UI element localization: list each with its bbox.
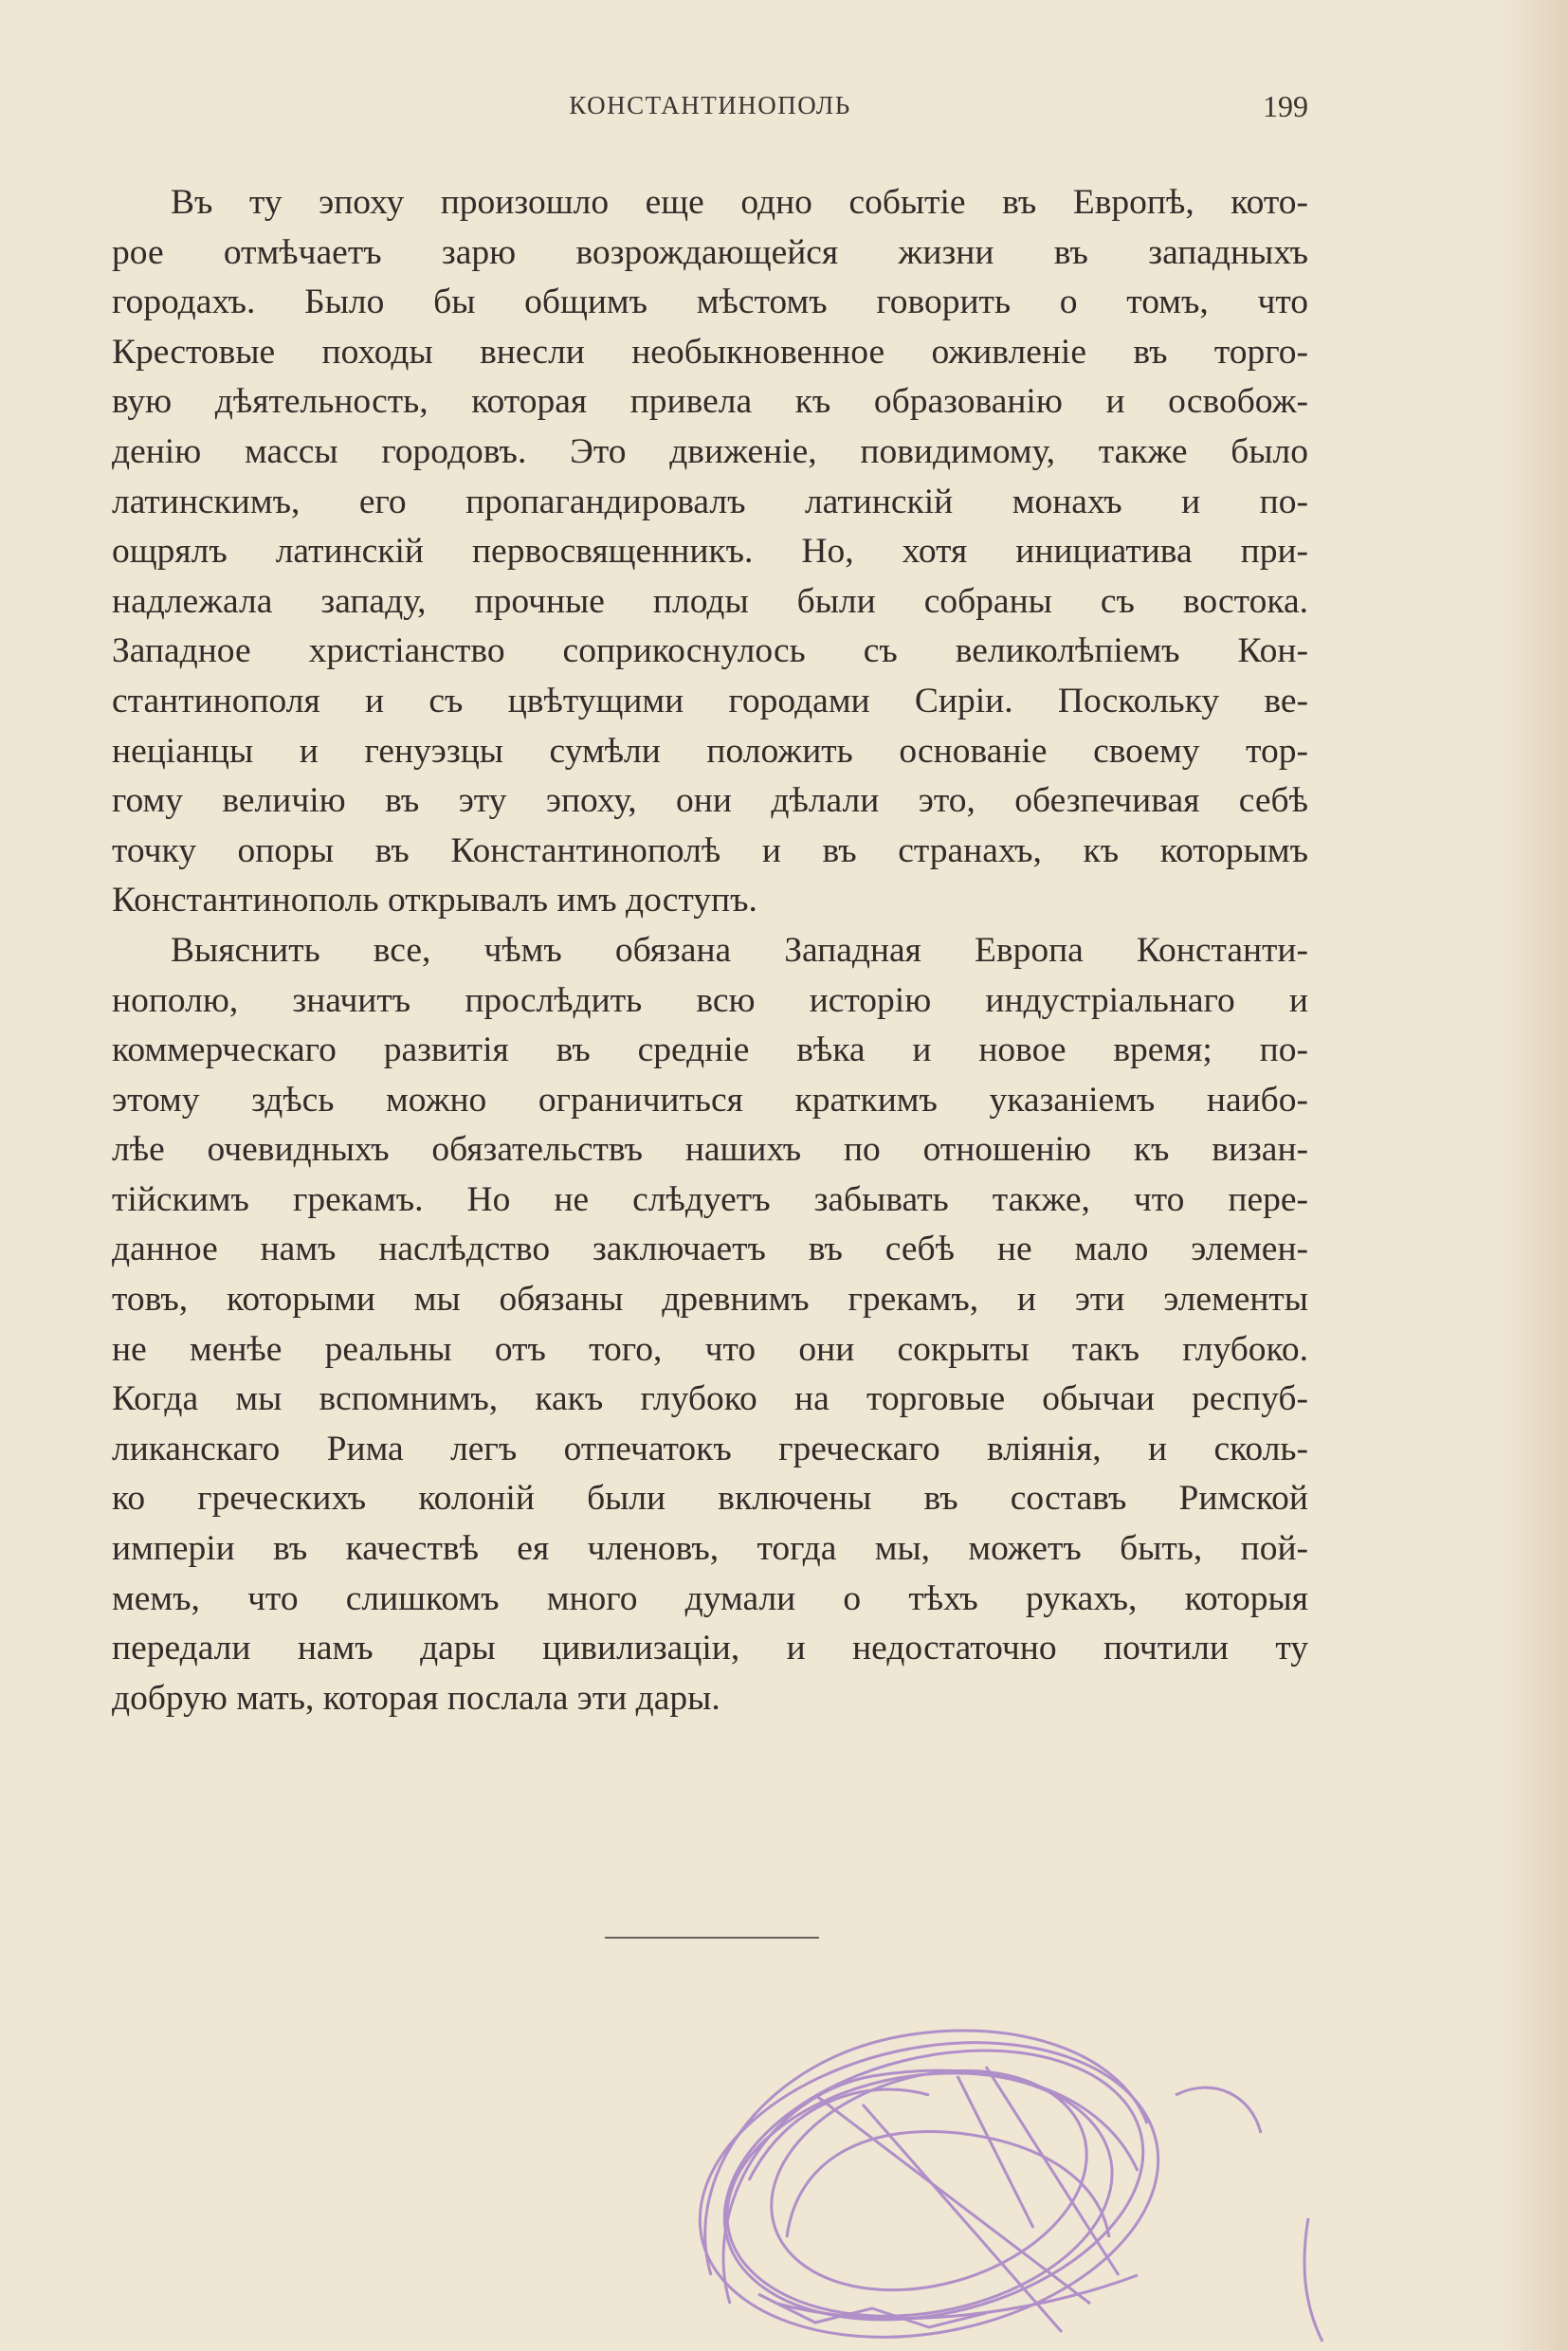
text-line: точку опоры въ Константинополѣ и въ странахъ, къ которымъ	[112, 830, 1308, 870]
text-line: гому величію въ эту эпоху, они дѣлали это, обезпечивая себѣ	[112, 781, 1308, 821]
text-line: ликанскаго Рима легъ отпечатокъ греческаго вліянія, и сколь-	[112, 1429, 1308, 1468]
text-line: добрую мать, которая послала эти дары.	[112, 1678, 720, 1718]
text-line: лѣе очевидныхъ обязательствъ нашихъ по отношенію къ визан-	[112, 1130, 1308, 1170]
text-line: городахъ. Было бы общимъ мѣстомъ говорить о томъ, что	[112, 282, 1308, 322]
text-line: ко греческихъ колоній были включены въ составъ Римской	[112, 1479, 1308, 1519]
text-line: тійскимъ грекамъ. Но не слѣдуетъ забывать также, что пере-	[112, 1179, 1308, 1219]
text-line: стантинополя и съ цвѣтущими городами Сиріи. Поскольку ве-	[112, 681, 1308, 720]
text-line: денію массы городовъ. Это движеніе, повидимому, также было	[112, 431, 1308, 471]
text-line: не менѣе реальны отъ того, что они сокрыты такъ глубоко.	[112, 1329, 1308, 1369]
text-line: ощрялъ латинскій первосвященникъ. Но, хотя инициатива при-	[112, 532, 1308, 572]
text-line: коммерческаго развитія въ средніе вѣка и новое время; по-	[112, 1030, 1308, 1070]
text-line: Западное христіанство соприкоснулось съ великолѣпіемъ Кон-	[112, 631, 1308, 671]
text-line: имперіи въ качествѣ ея членовъ, тогда мы, можетъ быть, пой-	[112, 1529, 1308, 1569]
end-rule	[605, 1937, 819, 1939]
text-line: Когда мы вспомнимъ, какъ глубоко на торговые обычаи респуб-	[112, 1379, 1308, 1419]
text-line: надлежала западу, прочные плоды были собраны съ востока.	[112, 581, 1308, 621]
text-line: нополю, значитъ прослѣдить всю исторію индустріальнаго и	[112, 980, 1308, 1020]
text-line: Крестовые походы внесли необыкновенное оживленіе въ торго-	[112, 332, 1308, 372]
text-line: вую дѣятельность, которая привела къ образованію и освобож-	[112, 382, 1308, 422]
text-line: рое отмѣчаетъ зарю возрождающейся жизни въ западныхъ	[112, 232, 1308, 272]
running-head	[112, 91, 1308, 137]
text-line: Въ ту эпоху произошло еще одно событіе въ Европѣ, кото-	[171, 183, 1308, 222]
text-line: мемъ, что слишкомъ много думали о тѣхъ рукахъ, которыя	[112, 1578, 1308, 1618]
library-stamp-icon	[645, 1991, 1327, 2351]
text-line: этому здѣсь можно ограничиться краткимъ указаніемъ наибо-	[112, 1080, 1308, 1120]
text-line: Константинополь открывалъ имъ доступъ.	[112, 881, 757, 920]
running-title: КОНСТАНТИНОПОЛЬ	[569, 91, 851, 119]
text-line: латинскимъ, его пропагандировалъ латинскій монахъ и по-	[112, 482, 1308, 521]
text-line: передали намъ дары цивилизаціи, и недостаточно почтили ту	[112, 1629, 1308, 1668]
text-line: товъ, которыми мы обязаны древнимъ грекамъ, и эти элементы	[112, 1280, 1308, 1320]
text-line: Выяснить все, чѣмъ обязана Западная Европа Константи-	[171, 930, 1308, 970]
body-text	[112, 178, 1308, 1723]
text-line: неціанцы и генуэзцы сумѣли положить основаніе своему тор-	[112, 731, 1308, 771]
page-edge-shadow	[1502, 0, 1568, 2351]
page-number: 199	[1263, 89, 1308, 123]
text-line: данное намъ наслѣдство заключаетъ въ себѣ не мало элемен-	[112, 1230, 1308, 1269]
